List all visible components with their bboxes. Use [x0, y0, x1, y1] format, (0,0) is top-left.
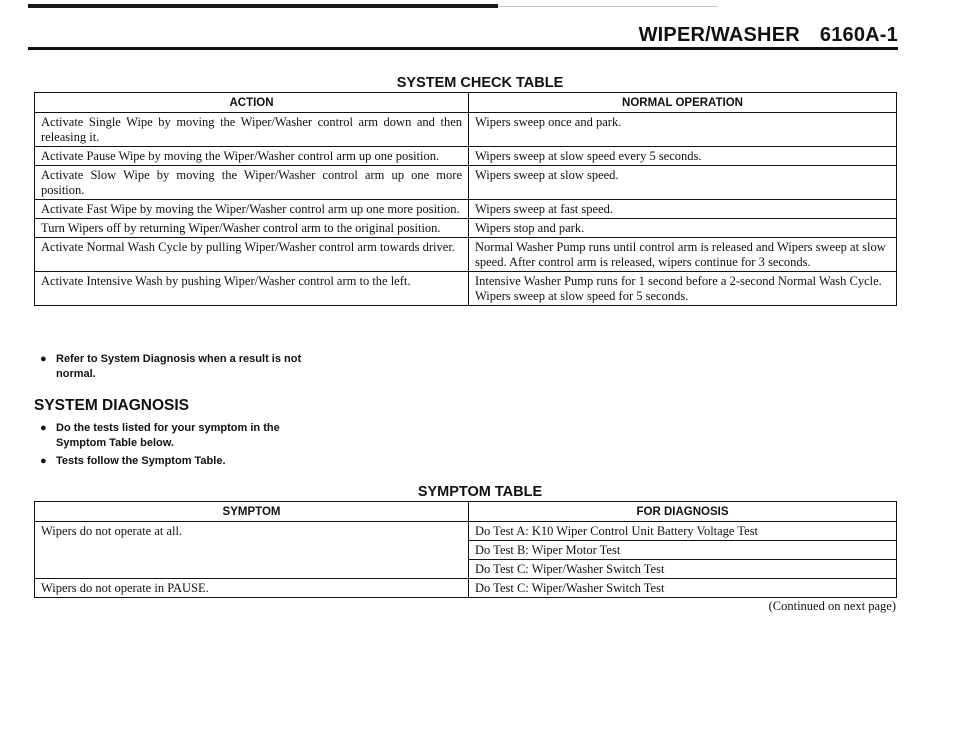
system-check-table [34, 92, 897, 306]
table-row [35, 200, 897, 219]
diagnosis-bullet-list [40, 421, 320, 472]
symptom-cell: Wipers do not operate at all. [35, 522, 469, 579]
action-cell: Activate Intensive Wash by pushing Wiper/Washer control arm to the left. [35, 272, 469, 306]
system-check-title: SYSTEM CHECK TABLE [396, 75, 564, 91]
diagnosis-cell: Do Test C: Wiper/Washer Switch Test [469, 579, 897, 598]
table-row [35, 113, 897, 147]
diagnosis-cell: Do Test B: Wiper Motor Test [469, 541, 897, 560]
result-cell: Normal Washer Pump runs until control arm is released and Wipers sweep at slow speed. After control arm is released, wipers continue for 3 seconds. [469, 238, 897, 272]
action-cell: Turn Wipers off by returning Wiper/Washer control arm to the original position. [35, 219, 469, 238]
result-cell: Wipers sweep once and park. [469, 113, 897, 147]
table-header-row [35, 502, 897, 522]
column-header-for-diagnosis: FOR DIAGNOSIS [469, 502, 897, 522]
action-cell: Activate Normal Wash Cycle by pulling Wiper/Washer control arm towards driver. [35, 238, 469, 272]
table-row [35, 238, 897, 272]
note-list [40, 352, 320, 385]
action-cell: Activate Single Wipe by moving the Wiper/Washer control arm down and then releasing it. [35, 113, 469, 147]
list-item [40, 421, 320, 451]
table-row [35, 272, 897, 306]
diagnosis-cell: Do Test A: K10 Wiper Control Unit Battery Voltage Test [469, 522, 897, 541]
action-cell: Activate Pause Wipe by moving the Wiper/Washer control arm up one position. [35, 147, 469, 166]
result-cell: Wipers sweep at fast speed. [469, 200, 897, 219]
symptom-cell: Wipers do not operate in PAUSE. [35, 579, 469, 598]
action-cell: Activate Slow Wipe by moving the Wiper/Washer control arm up one more position. [35, 166, 469, 200]
page-header-code: 6160A-1 [819, 24, 898, 46]
top-scan-line-faint [498, 6, 718, 7]
note-text: Refer to System Diagnosis when a result is not normal. [56, 353, 302, 380]
table-row [35, 219, 897, 238]
system-diagnosis-heading: SYSTEM DIAGNOSIS [34, 397, 190, 414]
header-rule [28, 47, 898, 50]
page-header-title: WIPER/WASHER [638, 24, 800, 46]
top-scan-line [28, 4, 498, 8]
symptom-table-title: SYMPTOM TABLE [417, 484, 543, 500]
table-row [35, 522, 897, 541]
bullet-dot-icon: ● [40, 455, 47, 467]
note-item [40, 352, 320, 382]
continued-note: (Continued on next page) [768, 599, 896, 613]
result-cell: Intensive Washer Pump runs for 1 second before a 2-second Normal Wash Cycle. Wipers sweep at slow speed for 5 seconds. [469, 272, 897, 306]
diagnosis-cell: Do Test C: Wiper/Washer Switch Test [469, 560, 897, 579]
table-row [35, 166, 897, 200]
bullet-dot-icon: ● [40, 353, 47, 365]
bullet-dot-icon: ● [40, 422, 47, 434]
bullet-text: Tests follow the Symptom Table. [56, 455, 226, 467]
column-header-symptom: SYMPTOM [35, 502, 469, 522]
result-cell: Wipers sweep at slow speed every 5 seconds. [469, 147, 897, 166]
action-cell: Activate Fast Wipe by moving the Wiper/Washer control arm up one more position. [35, 200, 469, 219]
column-header-normal-operation: NORMAL OPERATION [469, 93, 897, 113]
bullet-text: Do the tests listed for your symptom in the Symptom Table below. [56, 422, 280, 449]
table-row [35, 579, 897, 598]
list-item [40, 454, 320, 469]
page-header [639, 24, 898, 47]
result-cell: Wipers sweep at slow speed. [469, 166, 897, 200]
symptom-table [34, 501, 897, 598]
column-header-action: ACTION [35, 93, 469, 113]
result-cell: Wipers stop and park. [469, 219, 897, 238]
table-header-row [35, 93, 897, 113]
table-row [35, 147, 897, 166]
